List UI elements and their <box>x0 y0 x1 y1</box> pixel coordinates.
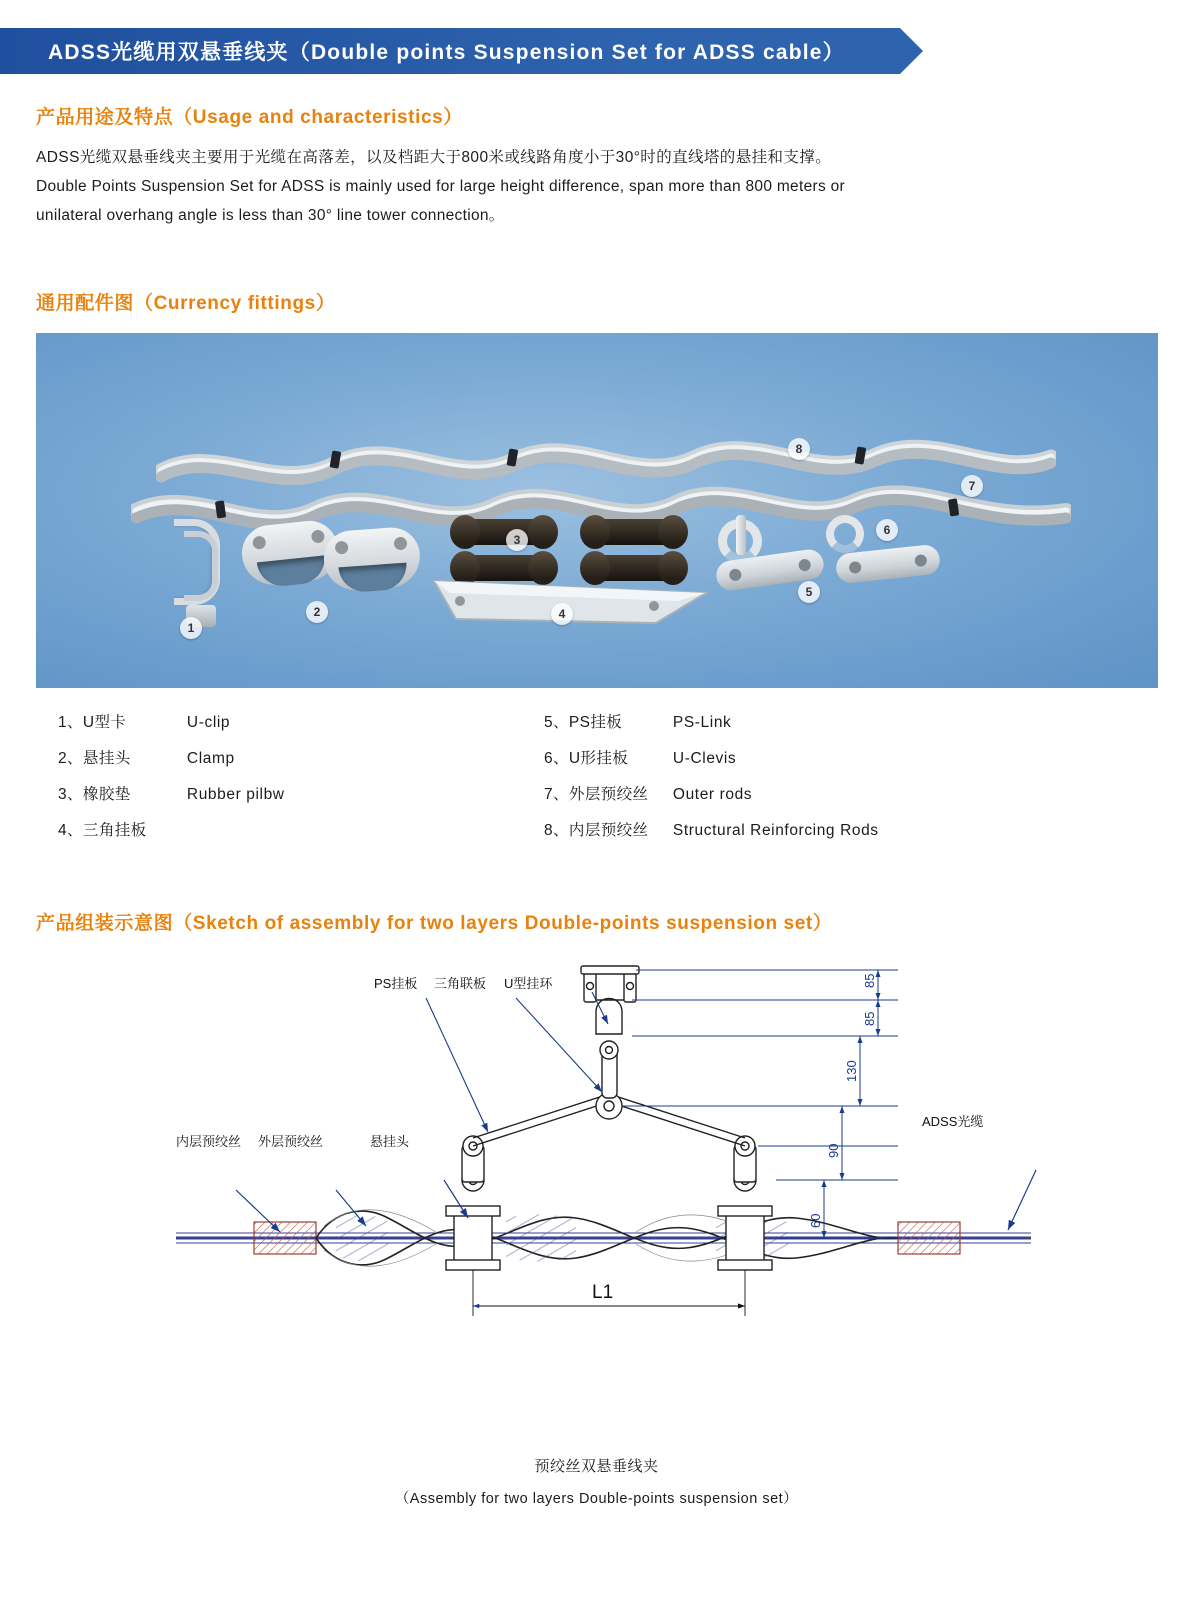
legend-number: 2、 <box>58 750 83 767</box>
legend-item <box>544 741 879 777</box>
callout-5: 5 <box>798 581 820 603</box>
legend-number: 8、 <box>544 822 569 839</box>
u-clevis-ring-image-2 <box>826 515 864 553</box>
dimension-1: 85 <box>862 973 877 988</box>
dimension-4: 90 <box>826 1143 841 1158</box>
callout-6: 6 <box>876 519 898 541</box>
label-u-clevis: U型挂环 <box>504 976 553 991</box>
callout-3: 3 <box>506 529 528 551</box>
legend-item <box>58 813 285 849</box>
legend-label-en: U-clip <box>186 714 231 731</box>
fittings-photo <box>36 333 1158 688</box>
u-clip-image-b <box>184 531 218 601</box>
label-adss-cable: ADSS光缆 <box>922 1114 984 1129</box>
clamp-hole <box>394 537 408 551</box>
legend-label-cn: PS挂板 <box>568 714 623 731</box>
fittings-section-heading: 通用配件图（Currency fittings） <box>36 293 336 314</box>
legend-item <box>58 777 285 813</box>
label-ps-link: PS挂板 <box>374 976 418 991</box>
legend-label-cn: 外层预绞丝 <box>568 786 649 803</box>
legend-number: 7、 <box>544 786 569 803</box>
usage-line-cn: ADSS光缆双悬垂线夹主要用于光缆在高落差，以及档距大于800米或线路角度小于30°时的直线塔的悬挂和支撑。 <box>36 149 832 166</box>
usage-line-en-2: unilateral overhang angle is less than 30° line tower connection。 <box>36 207 505 224</box>
callout-7: 7 <box>961 475 983 497</box>
legend-label-en: Clamp <box>186 750 235 767</box>
assembly-drawing <box>36 950 1158 1450</box>
dimension-3: 130 <box>844 1060 859 1082</box>
legend-number: 6、 <box>544 750 569 767</box>
rubber-pillow-image-1 <box>456 519 552 545</box>
usage-section-heading: 产品用途及特点（Usage and characteristics） <box>36 107 463 128</box>
u-clevis-hole <box>914 554 927 567</box>
legend-label-cn: 三角挂板 <box>82 822 147 839</box>
assembly-caption-cn: 预绞丝双悬垂线夹 <box>534 1458 659 1475</box>
legend-item <box>58 741 285 777</box>
legend-number: 4、 <box>58 822 83 839</box>
legend-item <box>544 813 879 849</box>
legend-label-cn: U型卡 <box>82 714 127 731</box>
clamp-hole <box>252 536 266 550</box>
label-triangle-plate: 三角联板 <box>434 976 487 991</box>
legend-number: 1、 <box>58 714 83 731</box>
legend-number: 3、 <box>58 786 83 803</box>
usage-paragraph <box>36 143 1156 230</box>
dimension-5: 60 <box>808 1213 823 1228</box>
legend-label-cn: 内层预绞丝 <box>568 822 649 839</box>
page-title: ADSS光缆用双悬垂线夹（Double points Suspension Set for ADSS cable） <box>48 41 845 64</box>
u-clevis-hole <box>849 561 862 574</box>
legend-item <box>544 705 879 741</box>
clamp-hole <box>311 529 325 543</box>
legend-item <box>58 705 285 741</box>
legend-label-en: PS-Link <box>672 714 732 731</box>
usage-line-en-1: Double Points Suspension Set for ADSS is mainly used for large height difference, span more than 800 meters or <box>36 178 846 195</box>
callout-8: 8 <box>788 438 810 460</box>
callout-2: 2 <box>306 601 328 623</box>
label-clamp: 悬挂头 <box>370 1134 410 1149</box>
legend-number: 5、 <box>544 714 569 731</box>
clamp-slot <box>257 555 327 588</box>
legend-column-right <box>544 705 879 849</box>
dimension-l1: L1 <box>592 1282 614 1303</box>
callout-4: 4 <box>551 603 573 625</box>
legend-label-en: Outer rods <box>672 786 753 803</box>
ps-link-hole <box>729 568 743 582</box>
triangle-plate-image <box>426 571 716 636</box>
legend-label-en: U-Clevis <box>672 750 737 767</box>
clamp-hole <box>335 541 349 555</box>
label-outer-rods: 外层预绞丝 <box>258 1134 324 1149</box>
dimension-2: 85 <box>862 1011 877 1026</box>
callout-1: 1 <box>180 617 202 639</box>
rubber-pillow-image-2 <box>586 519 682 545</box>
clamp-slot <box>339 563 409 594</box>
ps-link-hole <box>798 558 812 572</box>
u-clevis-pin <box>736 515 746 555</box>
legend-label-en: Structural Reinforcing Rods <box>672 822 879 839</box>
clamp-image-b <box>322 526 422 593</box>
legend-label-cn: 橡胶垫 <box>82 786 131 803</box>
assembly-section-heading: 产品组装示意图（Sketch of assembly for two layers Double-points suspension set） <box>36 913 833 934</box>
label-inner-rods: 内层预绞丝 <box>176 1134 242 1149</box>
legend-label-en: Rubber pilbw <box>186 786 285 803</box>
assembly-caption-en: （Assembly for two layers Double-points suspension set） <box>394 1491 799 1507</box>
legend-label-cn: 悬挂头 <box>82 750 131 767</box>
legend-column-left <box>58 705 285 849</box>
legend-label-cn: U形挂板 <box>568 750 629 767</box>
legend-item <box>544 777 879 813</box>
